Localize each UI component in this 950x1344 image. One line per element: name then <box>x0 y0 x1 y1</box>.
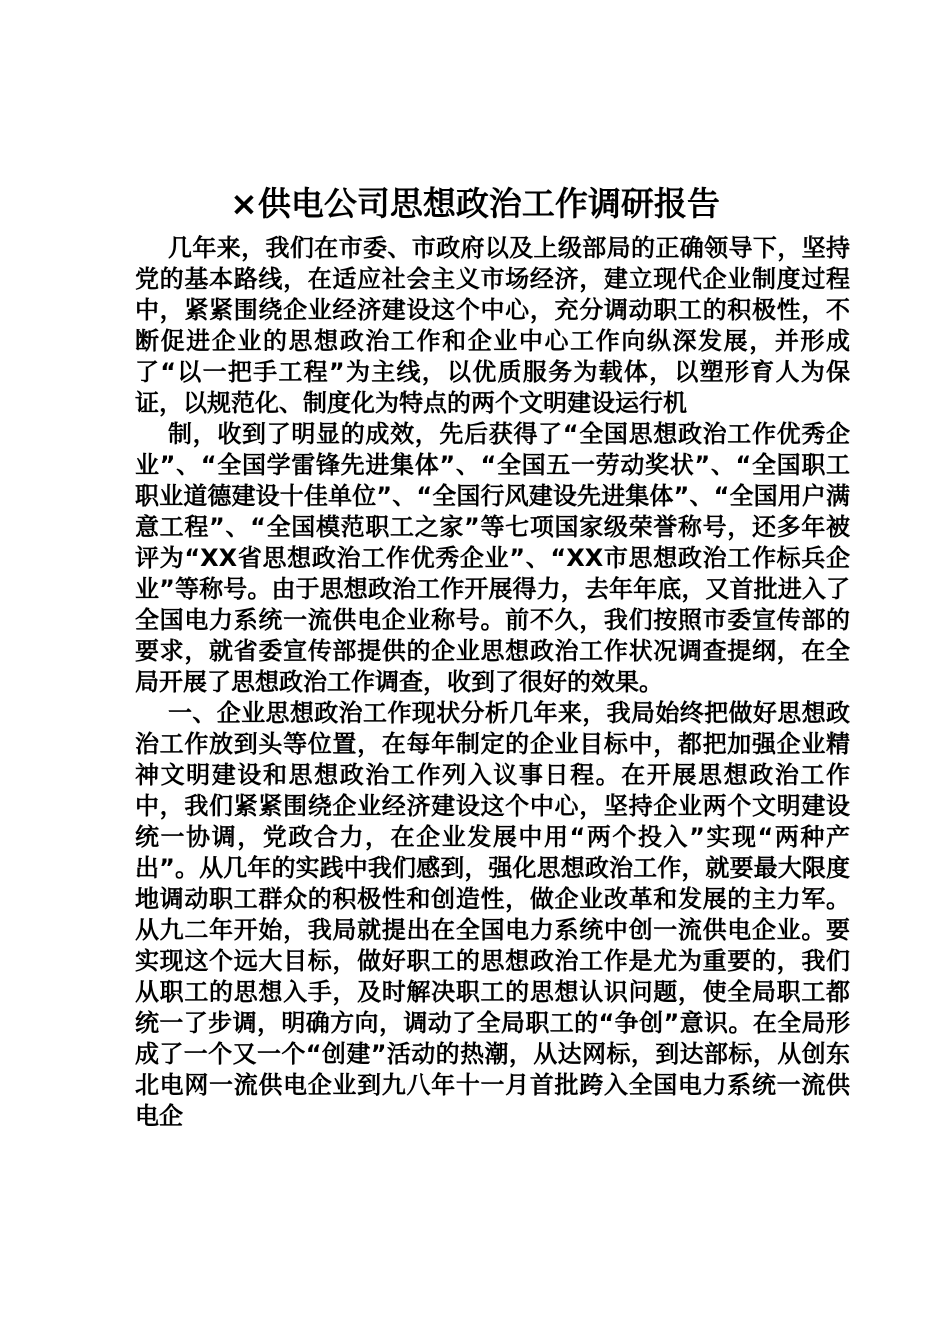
paragraph-intro: 几年来，我们在市委、市政府以及上级部局的正确领导下，坚持党的基本路线，在适应社会主义市场经济，建立现代企业制度过程中，紧紧围绕企业经济建设这个中心，充分调动职工的积极性，不断促进企业的思想政治工作和企业中心工作向纵深发展，并形成了“以一把手工程”为主线，以优质服务为载体，以塑形育人为保证，以规范化、制度化为特点的两个文明建设运行机 <box>135 234 850 417</box>
document-body <box>135 233 850 1132</box>
paragraph-honors: 制，收到了明显的成效，先后获得了“全国思想政治工作优秀企业”、“全国学雷锋先进集体”、“全国五一劳动奖状”、“全国职工职业道德建设十佳单位”、“全国行风建设先进集体”、“全国用户满意工程”、“全国模范职工之家”等七项国家级荣誉称号，还多年被评为“XX省思想政治工作优秀企业”、“XX市思想政治工作标兵企业”等称号。由于思想政治工作开展得力，去年年底，又首批进入了全国电力系统一流供电企业称号。前不久，我们按照市委宣传部的要求，就省委宣传部提供的企业思想政治工作状况调查提纲，在全局开展了思想政治工作调查，收到了很好的效果。 <box>135 420 850 696</box>
document-title: ×供电公司思想政治工作调研报告 <box>230 184 720 223</box>
paragraph-section-one: 一、企业思想政治工作现状分析几年来，我局始终把做好思想政治工作放到头等位置，在每年制定的企业目标中，都把加强企业精神文明建设和思想政治工作列入议事日程。在开展思想政治工作中，我们紧紧围绕企业经济建设这个中心，坚持企业两个文明建设统一协调，党政合力，在企业发展中用“两个投入”实现“两种产出”。从几年的实践中我们感到，强化思想政治工作，就要最大限度地调动职工群众的积极性和创造性，做企业改革和发展的主力军。从九二年开始，我局就提出在全国电力系统中创一流供电企业。要实现这个远大目标，做好职工的思想政治工作是尤为重要的，我们从职工的思想入手，及时解决职工的思想认识问题，使全局职工都统一了步调，明确方向，调动了全局职工的“争创”意识。在全局形成了一个又一个“创建”活动的热潮，从达网标，到达部标，从创东北电网一流供电企业到九八年十一月首批跨入全国电力系统一流供电企 <box>135 699 850 1130</box>
